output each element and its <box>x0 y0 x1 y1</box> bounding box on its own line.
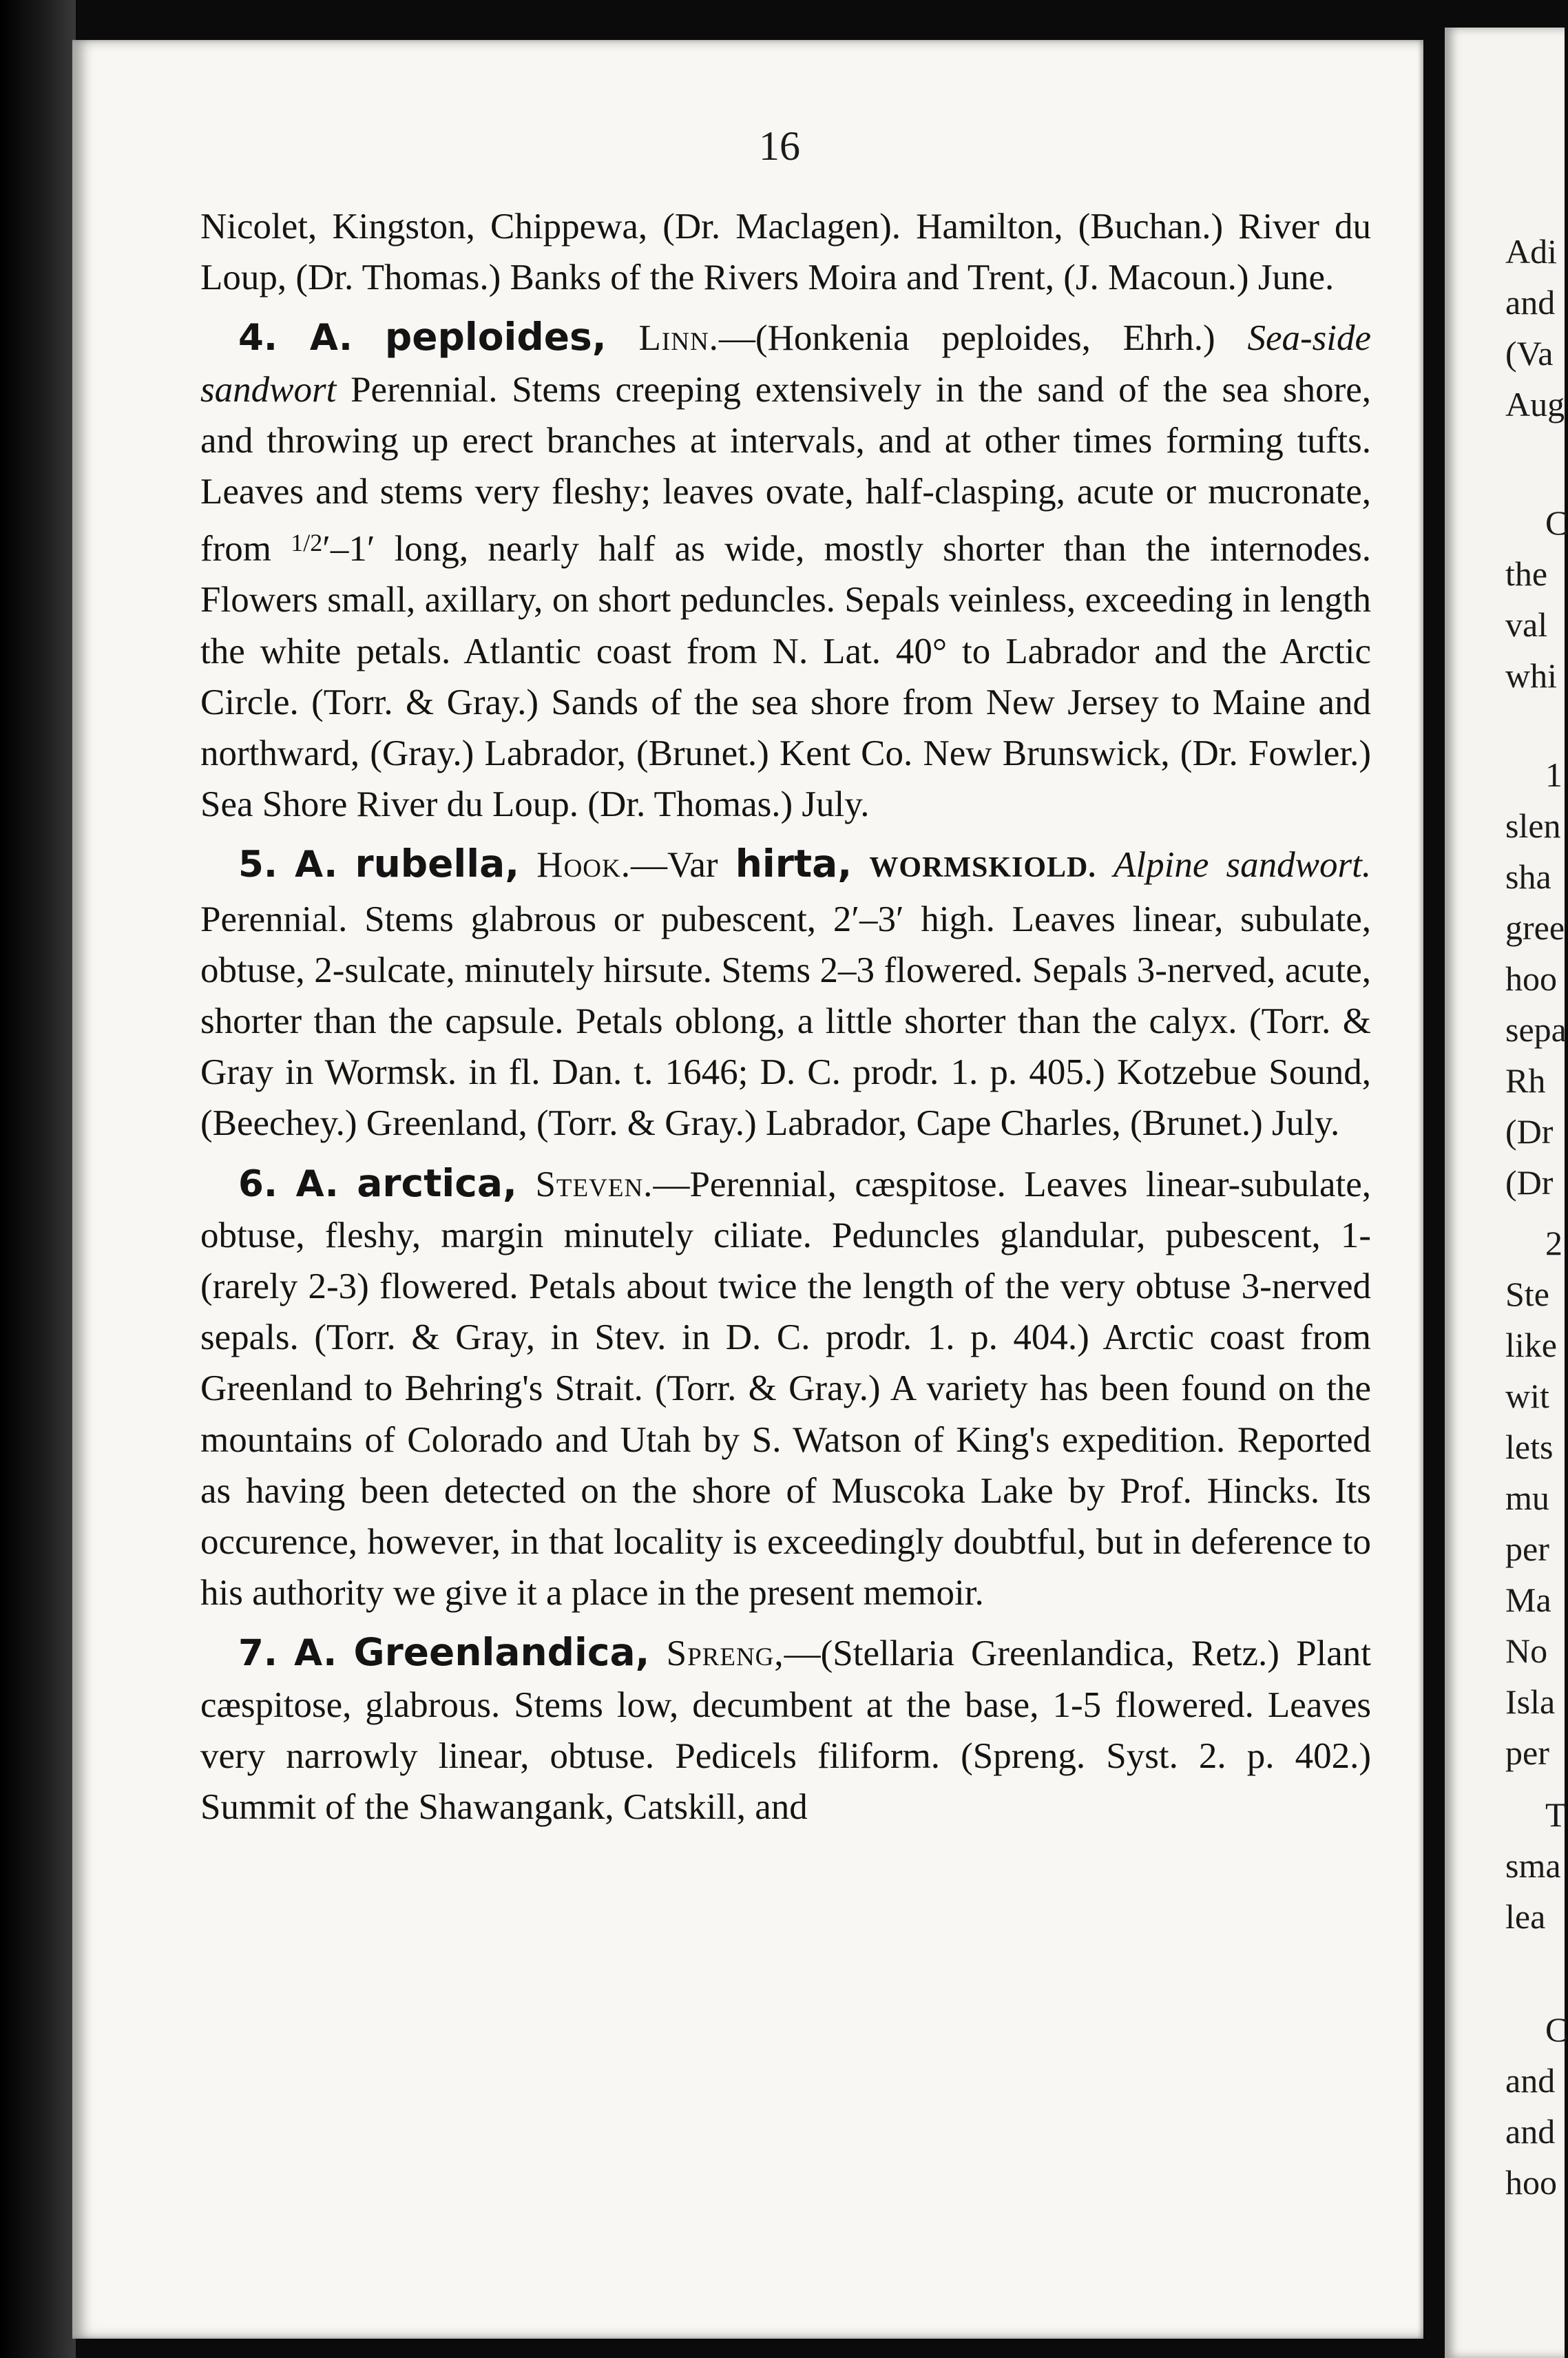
facing-page-fragment: (Dr <box>1505 1112 1554 1151</box>
facing-page-fragment: (Va <box>1505 334 1554 373</box>
description: Perennial. Stems creeping extensively in the sand of the sea shore, and throwing up erect branches at intervals, and at other times forming tufts. Leaves and stems very fleshy; leaves ovate, half-clasping, acute or mucronate, from <box>200 369 1372 570</box>
facing-page-fragment: per <box>1505 1733 1549 1772</box>
genus-abbrev: A. <box>295 1162 339 1205</box>
species-entry <box>200 838 1371 1149</box>
facing-page-fragment: lets <box>1505 1428 1554 1466</box>
facing-page-fragment: and <box>1505 2112 1556 2151</box>
description: —Perennial, cæspitose. Leaves linear-subulate, obtuse, fleshy, margin minutely ciliate. Peduncles glandular, pubescent, 1- (rarely 2-3) flowered. Petals about twice the length of the very obtuse 3-nerved sepals. (Torr. & Gray, in Stev. in D. C. prodr. 1. p. 404.) Arctic coast from Greenland to Behring's Strait. (Torr. & Gray.) A variety has been found on the mountains of Colorado and Utah by S. Watson of King's expedition. Reported as having been detected on the shore of Muscoka Lake by Prof. Hincks. Its occurence, however, in that locality is exceedingly doubtful, but in deference to his authority we give it a place in the present memoir. <box>200 1164 1372 1614</box>
facing-page-fragment: Isla <box>1505 1682 1556 1721</box>
facing-page-fragment: and <box>1505 2061 1556 2100</box>
variety-author: WORMSKIOLD. <box>869 852 1096 884</box>
entry-number: 4. <box>238 317 278 359</box>
facing-page-fragment: Ste <box>1505 1275 1549 1313</box>
synonym: —(Honkenia peploides, Ehrh.) <box>718 318 1215 359</box>
facing-page-fragment: (Dr <box>1505 1163 1554 1202</box>
facing-page-fragment: hoo <box>1505 2163 1557 2202</box>
facing-page-fragment: whi <box>1505 656 1557 695</box>
description: —(Stellaria Greenlandica, Retz.) Plant cæspitose, glabrous. Stems low, decumbent at the base, 1-5 flowered. Leaves very narrowly linear, obtuse. Pedicels filiform. (Spreng. Syst. 2. p. 402.) Summit of the Shawangank, Catskill, and <box>200 1634 1372 1828</box>
facing-page-fragment: and <box>1505 283 1556 322</box>
facing-page-fragment: the <box>1505 554 1548 593</box>
page-number: 16 <box>759 123 800 169</box>
species-entry <box>200 1158 1371 1619</box>
entry-number: 7. <box>238 1632 278 1675</box>
facing-page-fragment: hoo <box>1505 959 1557 998</box>
author-citation: Steven. <box>535 1164 654 1204</box>
facing-page-fragment: sma <box>1505 1846 1561 1885</box>
variety-prefix: —Var <box>630 845 718 886</box>
species-name: peploides, <box>384 315 607 359</box>
facing-page-fragment: Aug <box>1505 385 1565 424</box>
facing-page-fragment: Ma <box>1505 1580 1551 1619</box>
author-citation: Hook. <box>536 845 631 886</box>
variety-name: hirta, <box>735 842 853 886</box>
facing-page-fragment: sha <box>1505 857 1551 896</box>
facing-page-fragment: No <box>1505 1631 1548 1670</box>
book-spine-shadow <box>0 0 76 2358</box>
genus-abbrev: A. <box>295 844 338 886</box>
description: Perennial. Stems glabrous or pubescent, 2′–3′ high. Leaves linear, subulate, obtuse, 2-sulcate, minutely hirsute. Stems 2–3 flowered. Sepals 3-nerved, acute, shorter than the capsule. Petals oblong, a little shorter than the calyx. (Torr. & Gray in Wormsk. in fl. Dan. t. 1646; D. C. prodr. 1. p. 405.) Kotzebue Sound, (Beechey.) Greenland, (Torr. & Gray.) Labrador, Cape Charles, (Brunet.) July. <box>200 899 1371 1144</box>
fraction: 1/2 <box>291 529 323 557</box>
facing-page-fragment: mu <box>1505 1479 1549 1517</box>
facing-page-fragment: slen <box>1505 806 1561 845</box>
page-body <box>200 201 1371 1833</box>
facing-page-fragment: 2 <box>1545 1224 1562 1262</box>
author-citation: Spreng, <box>666 1634 784 1674</box>
author-citation: Linn. <box>638 318 719 359</box>
facing-page-fragment: gree <box>1505 908 1565 947</box>
facing-page-fragment: per <box>1505 1530 1549 1568</box>
facing-page-fragment: like <box>1505 1326 1557 1364</box>
genus-abbrev: A. <box>309 317 353 359</box>
facing-page-fragment: lea <box>1505 1897 1546 1936</box>
species-entry <box>200 1627 1371 1833</box>
facing-page-fragment: Adi <box>1505 232 1557 271</box>
facing-page-fragment: C <box>1545 503 1568 542</box>
common-name: Sea-side sandwort <box>200 318 1372 410</box>
facing-page-fragment: Rh <box>1505 1061 1546 1100</box>
intro-paragraph: Nicolet, Kingston, Chippewa, (Dr. Maclagen). Hamilton, (Buchan.) River du Loup, (Dr. Thomas.) Banks of the Rivers Moira and Trent, (J. Macoun.) June. <box>200 207 1371 298</box>
species-name: rubella, <box>355 842 520 886</box>
entry-number: 5. <box>238 844 278 886</box>
facing-page-fragment: C <box>1545 2010 1568 2049</box>
entry-number: 6. <box>238 1162 278 1205</box>
common-name: Alpine sandwort. <box>1114 845 1372 886</box>
description-continued: ′–1′ long, nearly half as wide, mostly shorter than the internodes. Flowers small, axillary, on short peduncles. Sepals veinless, exceeding in length the white petals. Atlantic coast from N. Lat. 40° to Labrador and the Arctic Circle. (Torr. & Gray.) Sands of the sea shore from New Jersey to Maine and northward, (Gray.) Labrador, (Brunet.) Kent Co. New Brunswick, (Dr. Fowler.) Sea Shore River du Loup. (Dr. Thomas.) July. <box>200 529 1371 825</box>
facing-page-fragment: wit <box>1505 1377 1549 1415</box>
facing-page-fragment: sepa <box>1505 1010 1567 1049</box>
species-entry <box>200 311 1371 830</box>
facing-page-fragment: T <box>1545 1795 1567 1834</box>
facing-page-fragment: val <box>1505 605 1548 644</box>
facing-page-edge <box>1445 28 1568 2358</box>
genus-abbrev: A. <box>294 1632 337 1675</box>
species-name: arctica, <box>357 1160 517 1205</box>
species-name: Greenlandica, <box>353 1630 650 1675</box>
facing-page-fragment: 1 <box>1545 755 1562 794</box>
